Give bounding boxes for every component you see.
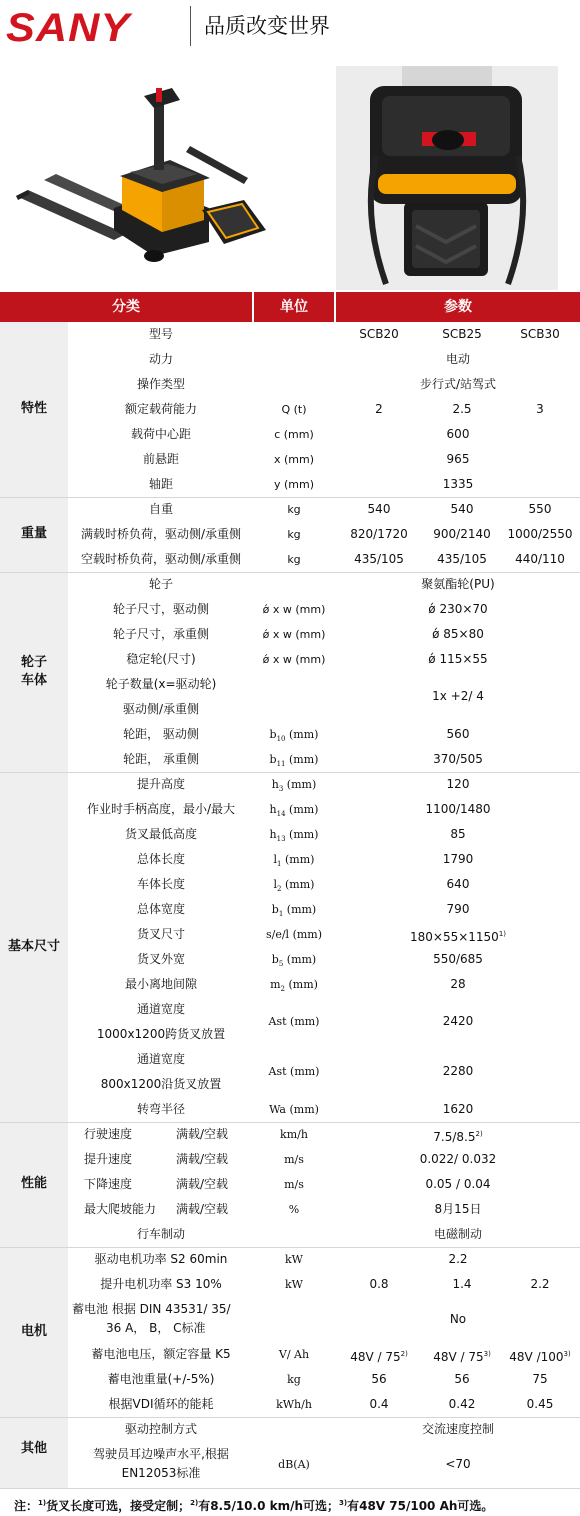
row-aisle-1000-name-2: 1000x1200跨货叉放置 (96, 1027, 226, 1041)
row-capacity-v2: 2.5 (452, 402, 472, 416)
row-model-v1: SCB20 (359, 327, 399, 341)
product-photos (0, 56, 580, 292)
row-noise-name-2: EN12053标准 (121, 1466, 201, 1480)
row-battery-weight-name: 蓄电池重量(+/-5%) (107, 1372, 215, 1386)
pallet-truck-side-image (4, 60, 274, 290)
section-label-performance: 性能 (20, 1176, 47, 1191)
row-model-v2: SCB25 (442, 327, 482, 341)
section-label-other: 其他 (20, 1441, 47, 1456)
row-load-center-unit: c (mm) (274, 428, 314, 441)
row-noise-name-1: 驾驶员耳边噪声水平,根据 (93, 1447, 229, 1461)
row-tiller-height-value: 1100/1480 (425, 802, 491, 816)
footnote-marker-3: 3) (339, 1499, 348, 1507)
row-front-overhang-value: 965 (446, 452, 470, 466)
row-load-center-value: 600 (446, 427, 470, 441)
row-lowered-height-unit: $h_{13}$ (mm) (269, 828, 319, 844)
row-turn-radius-name: 转弯半径 (136, 1102, 185, 1116)
row-brake-value: 电磁制动 (433, 1227, 482, 1241)
row-battery-weight-unit: kg (287, 1373, 301, 1386)
row-tyre-load-unit: ǿ x w (mm) (262, 628, 326, 641)
row-tyres-value: 聚氨酯轮(PU) (421, 577, 495, 591)
row-gradeability-sub: 满载/空载 (176, 1202, 229, 1216)
row-service-weight-v2: 540 (450, 502, 474, 516)
row-body-length-name: 车体长度 (136, 877, 185, 891)
row-energy-v2: 0.42 (448, 1397, 476, 1411)
row-tyre-load-name: 轮子尺寸，承重侧 (112, 627, 209, 641)
row-lift-motor-v3: 2.2 (530, 1277, 550, 1291)
row-battery-volt-v3: 48V /100$^{3)}$ (509, 1350, 571, 1364)
row-front-overhang-unit: x (mm) (273, 453, 315, 466)
row-service-weight-v1: 540 (367, 502, 391, 516)
row-drive-control-value: 交流速度控制 (421, 1422, 494, 1436)
row-fork-dims-name: 货叉尺寸 (136, 927, 185, 941)
row-tyre-stab-value: ǿ 115×55 (428, 652, 488, 666)
row-aisle-800-unit: Ast (mm) (268, 1065, 320, 1078)
row-fork-dims-value: $180\times 55\times 1150^{1)}$ (409, 930, 506, 944)
row-aisle-1000-value: 2420 (442, 1014, 474, 1028)
row-tiller-height-name: 作业时手柄高度，最小/最大 (86, 802, 236, 816)
row-wheelbase-name: 轴距 (148, 477, 173, 491)
row-lower-speed-unit: m/s (284, 1178, 304, 1191)
row-tyres-name: 轮子 (148, 577, 173, 591)
row-gradeability-name: 最大爬坡能力 (84, 1202, 157, 1216)
row-battery-volt-unit: V/ Ah (278, 1348, 310, 1361)
footnote-marker-1: 1) (38, 1499, 47, 1507)
row-wheelbase-unit: y (mm) (273, 478, 315, 491)
row-aisle-800-name-1: 通道宽度 (136, 1052, 185, 1066)
row-gradeability-value: 8月15日 (434, 1202, 482, 1216)
row-energy-name: 根据VDI循环的能耗 (108, 1397, 214, 1411)
row-track-drive-unit: $b_{10}$ (mm) (269, 728, 319, 744)
row-fork-spread-value: 550/685 (433, 952, 483, 966)
row-capacity-name: 额定载荷能力 (124, 402, 197, 416)
row-drive-control-name: 驱动控制方式 (124, 1422, 197, 1436)
row-overall-length-unit: $l_1$ (mm) (273, 853, 315, 869)
row-battery-std-value: No (449, 1312, 467, 1326)
row-wheel-count-name-2: 驱动侧/承重侧 (122, 702, 200, 716)
row-lift-height-value: 120 (446, 777, 470, 791)
section-label-motor: 电机 (20, 1324, 47, 1339)
row-lift-motor-name: 提升电机功率 S3 10% (100, 1277, 222, 1291)
brand-header (0, 0, 580, 56)
row-energy-unit: kWh/h (276, 1398, 312, 1411)
row-axle-unloaded-unit: kg (287, 553, 301, 566)
row-lift-speed-unit: m/s (284, 1153, 304, 1166)
row-lift-height-unit: $h_3$ (mm) (271, 778, 317, 794)
row-battery-volt-name: 蓄电池电压，额定容量 K5 (91, 1347, 231, 1361)
row-power-name: 动力 (148, 352, 173, 366)
header-unit: 单位 (280, 299, 308, 315)
row-battery-volt-v1: 48V / 75$^{2)}$ (350, 1350, 408, 1364)
row-wheel-count-value: 1x +2/ 4 (432, 689, 484, 703)
row-service-weight-name: 自重 (148, 502, 173, 516)
row-overall-length-name: 总体长度 (136, 852, 185, 866)
row-turn-radius-unit: Wa (mm) (269, 1103, 319, 1116)
row-body-length-unit: $l_2$ (mm) (273, 878, 315, 894)
row-track-load-unit: $b_{11}$ (mm) (269, 753, 319, 769)
row-lowered-height-value: 85 (450, 827, 466, 841)
row-capacity-unit: Q (t) (281, 403, 307, 416)
row-body-length-value: 640 (446, 877, 470, 891)
row-drive-motor-unit: kW (285, 1253, 303, 1266)
row-battery-weight-v2: 56 (454, 1372, 470, 1386)
row-tyre-stab-unit: ǿ x w (mm) (262, 653, 326, 666)
row-capacity-v3: 3 (536, 402, 544, 416)
row-travel-speed-value: 7.5/8.5$^{2)}$ (433, 1130, 483, 1144)
row-aisle-800-name-2: 800x1200沿货叉放置 (100, 1077, 222, 1091)
row-tyre-stab-name: 稳定轮(尺寸) (126, 652, 196, 666)
footnote-marker-2: 2) (190, 1499, 199, 1507)
footnote-prefix: 注： (14, 1499, 39, 1513)
row-tyre-drive-unit: ǿ x w (mm) (262, 603, 326, 616)
row-drive-motor-name: 驱动电机功率 S2 60min (94, 1252, 228, 1266)
row-energy-v3: 0.45 (526, 1397, 554, 1411)
row-lift-speed-value: 0.022/ 0.032 (419, 1152, 497, 1166)
header-params: 参数 (444, 299, 472, 315)
pallet-truck-top-image (336, 66, 558, 290)
row-travel-speed-sub: 满载/空载 (176, 1127, 229, 1141)
row-travel-speed-name: 行驶速度 (84, 1127, 133, 1141)
row-wheelbase-value: 1335 (442, 477, 474, 491)
row-track-drive-value: 560 (446, 727, 470, 741)
row-operation-value: 步行式/站驾式 (419, 377, 497, 391)
row-service-weight-unit: kg (287, 503, 301, 516)
footnote-text-2: 有8.5/10.0 km/h可选； (198, 1499, 340, 1513)
row-lower-speed-sub: 满载/空载 (176, 1177, 229, 1191)
section-label-wheels: 轮子 (20, 655, 47, 670)
row-axle-loaded-name: 满载时桥负荷，驱动侧/承重侧 (80, 527, 242, 541)
row-noise-unit: dB(A) (278, 1458, 310, 1471)
footnote-text-1: 货叉长度可选，接受定制； (46, 1499, 191, 1513)
row-gradeability-unit: % (288, 1203, 300, 1216)
row-track-load-value: 370/505 (433, 752, 483, 766)
row-lift-height-name: 提升高度 (136, 777, 185, 791)
row-track-load-name: 轮距， 承重侧 (123, 752, 199, 766)
row-tyre-load-value: ǿ 85×80 (432, 627, 484, 641)
row-track-drive-name: 轮距， 驱动侧 (123, 727, 199, 741)
row-drive-motor-value: 2.2 (448, 1252, 468, 1266)
row-wheel-count-name-1: 轮子数量(x=驱动轮) (105, 677, 217, 691)
row-front-overhang-name: 前悬距 (142, 452, 179, 466)
header-divider (190, 6, 191, 46)
section-label-features: 特性 (20, 401, 47, 416)
row-lower-speed-name: 下降速度 (84, 1177, 133, 1191)
row-battery-weight-v1: 56 (371, 1372, 387, 1386)
row-axle-loaded-v2: 900/2140 (433, 527, 491, 541)
row-axle-loaded-v3: 1000/2550 (507, 527, 573, 541)
row-overall-length-value: 1790 (442, 852, 474, 866)
row-ground-clear-value: 28 (450, 977, 466, 991)
row-battery-weight-v3: 75 (532, 1372, 548, 1386)
section-label-dimensions: 基本尺寸 (7, 939, 60, 954)
row-aisle-1000-unit: Ast (mm) (268, 1015, 320, 1028)
row-lift-motor-unit: kW (285, 1278, 303, 1291)
row-overall-width-value: 790 (446, 902, 470, 916)
row-tyre-drive-name: 轮子尺寸，驱动侧 (112, 602, 209, 616)
row-lift-motor-v1: 0.8 (369, 1277, 389, 1291)
row-brake-name: 行车制动 (136, 1227, 185, 1241)
row-lift-motor-v2: 1.4 (452, 1277, 472, 1291)
row-fork-spread-name: 货叉外宽 (136, 952, 185, 966)
row-battery-volt-v2: 48V / 75$^{3)}$ (433, 1350, 491, 1364)
row-battery-std-name-1: 蓄电池 根据 DIN 43531/ 35/ (72, 1302, 231, 1316)
row-energy-v1: 0.4 (369, 1397, 389, 1411)
row-lift-speed-sub: 满载/空载 (176, 1152, 229, 1166)
row-axle-unloaded-v2: 435/105 (437, 552, 487, 566)
spec-table-header (0, 292, 580, 322)
row-noise-value: <70 (445, 1457, 471, 1471)
row-travel-speed-unit: km/h (280, 1128, 308, 1141)
section-label-weight: 重量 (20, 526, 47, 541)
row-operation-name: 操作类型 (136, 377, 185, 391)
row-power-value: 电动 (445, 352, 470, 366)
row-overall-width-unit: $b_1$ (mm) (271, 903, 317, 919)
row-tyre-drive-value: ǿ 230×70 (428, 602, 488, 616)
row-axle-unloaded-v3: 440/110 (515, 552, 565, 566)
row-axle-unloaded-name: 空载时桥负荷，驱动侧/承重侧 (80, 552, 242, 566)
row-turn-radius-value: 1620 (442, 1102, 474, 1116)
row-axle-loaded-unit: kg (287, 528, 301, 541)
row-ground-clear-unit: $m_2$ (mm) (270, 978, 318, 994)
row-aisle-1000-name-1: 通道宽度 (136, 1002, 185, 1016)
footnote (0, 1488, 580, 1516)
sany-logo: SANY (6, 6, 131, 50)
row-capacity-v1: 2 (375, 402, 383, 416)
row-model-name: 型号 (148, 327, 173, 341)
row-load-center-name: 载荷中心距 (130, 427, 191, 441)
brand-slogan: 品质改变世界 (204, 14, 330, 38)
row-service-weight-v3: 550 (528, 502, 552, 516)
footnote-text-3: 有48V 75/100 Ah可选。 (347, 1499, 494, 1513)
row-overall-width-name: 总体宽度 (136, 902, 185, 916)
row-axle-loaded-v1: 820/1720 (350, 527, 408, 541)
row-axle-unloaded-v1: 435/105 (354, 552, 404, 566)
row-fork-spread-unit: $b_5$ (mm) (271, 953, 317, 969)
row-fork-dims-unit: s/e/l (mm) (265, 928, 323, 941)
row-tiller-height-unit: $h_{14}$ (mm) (269, 803, 319, 819)
row-model-v3: SCB30 (520, 327, 560, 341)
section-label-body: 车体 (20, 673, 47, 688)
header-category: 分类 (112, 299, 140, 315)
row-lower-speed-value: 0.05 / 0.04 (425, 1177, 491, 1191)
row-ground-clear-name: 最小离地间隙 (124, 977, 197, 991)
row-battery-std-name-2: 36 A， B， C标准 (106, 1321, 206, 1335)
row-lowered-height-name: 货叉最低高度 (124, 827, 197, 841)
row-aisle-800-value: 2280 (442, 1064, 474, 1078)
row-lift-speed-name: 提升速度 (84, 1152, 133, 1166)
